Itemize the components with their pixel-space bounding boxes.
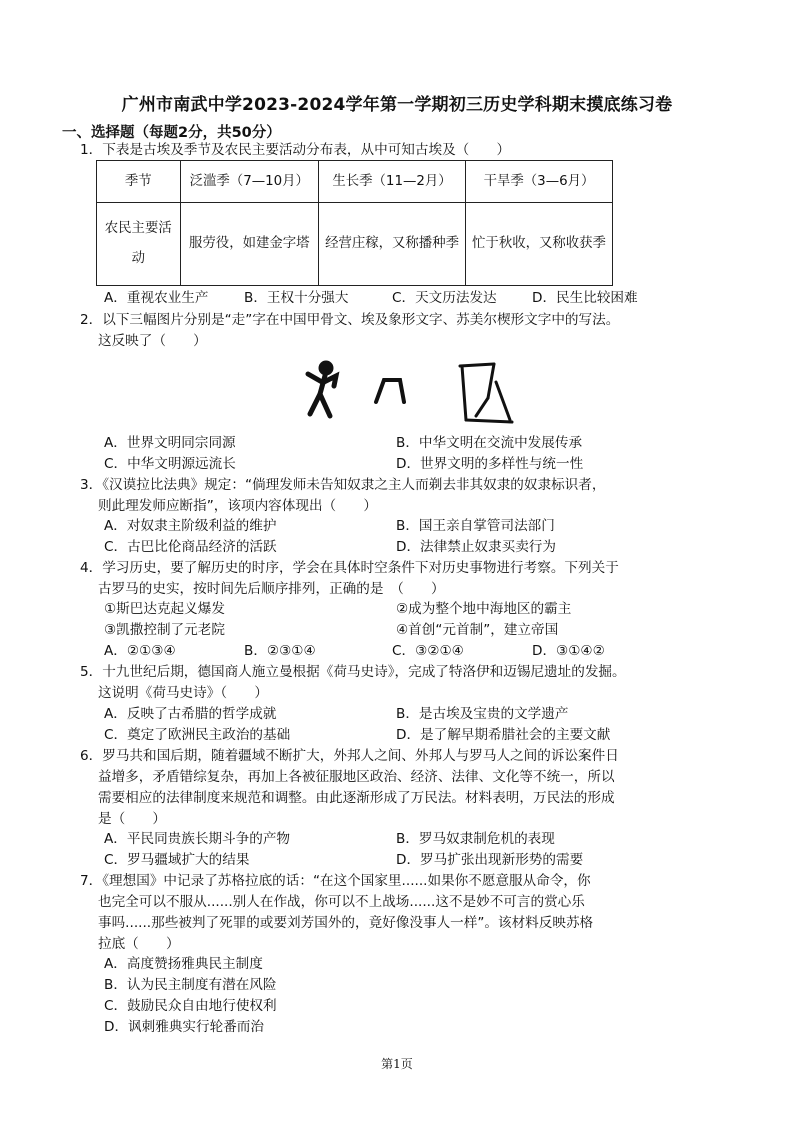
option-a: A．高度赞扬雅典民主制度 (104, 956, 263, 972)
zou-glyphs-image (300, 358, 530, 428)
event-item: ④首创“元首制”，建立帝国 (396, 622, 559, 638)
option-d: D．世界文明的多样性与统一性 (396, 456, 584, 472)
question-4-stem: 4．学习历史，要了解历史的时序，学会在具体时空条件下对历史事物进行考察。下列关于 (80, 560, 619, 576)
option-b: B．认为民主制度有潜在风险 (104, 977, 277, 993)
option-c: C．古巴比伦商品经济的活跃 (104, 539, 277, 555)
option-b: B．是古埃及宝贵的文学遗产 (396, 706, 569, 722)
page-number: 第1页 (381, 1057, 413, 1071)
event-item: ③凯撒控制了元老院 (104, 622, 225, 638)
option-b: B．②③①④ (244, 643, 316, 659)
option-d: D．是了解早期希腊社会的主要文献 (396, 727, 611, 743)
option-d: D．罗马扩张出现新形势的需要 (396, 852, 584, 868)
option-b: B．国王亲自掌管司法部门 (396, 518, 555, 534)
question-6-stem-cont: 是（ ） (98, 811, 166, 827)
page-title: 广州市南武中学2023-2024学年第一学期初三历史学科期末摸底练习卷 (121, 95, 673, 115)
question-7-stem-cont: 事吗......那些被判了死罪的或要刘芳国外的，竟好像没事人一样”。该材料反映苏格 (98, 915, 594, 931)
question-6-stem: 6．罗马共和国后期，随着疆域不断扩大，外邦人之间、外邦人与罗马人之间的诉讼案件日 (80, 748, 619, 764)
question-1-stem: 1．下表是古埃及季节及农民主要活动分布表，从中可知古埃及（ ） (80, 142, 511, 158)
question-2-stem-cont: 这反映了（ ） (98, 333, 207, 349)
option-c: C．中华文明源远流长 (104, 456, 236, 472)
season-table (96, 160, 613, 286)
option-c: C．鼓励民众自由地行使权利 (104, 998, 277, 1014)
question-5-stem: 5．十九世纪后期，德国商人施立曼根据《荷马史诗》，完成了特洛伊和迈锡尼遗址的发掘。 (80, 664, 626, 680)
event-item: ①斯巴达克起义爆发 (104, 601, 225, 617)
table-cell: 泛滥季（7—10月） (180, 161, 319, 203)
section-heading: 一、选择题（每题2分，共50分） (62, 125, 281, 141)
season-table-row (97, 203, 613, 286)
option-d: D．法律禁止奴隶买卖行为 (396, 539, 556, 555)
question-4-stem-cont: 古罗马的史实，按时间先后顺序排列，正确的是 （ ） (98, 581, 445, 597)
table-cell: 季节 (97, 161, 181, 203)
table-cell: 忙于秋收，又称收获季 (466, 203, 613, 286)
option-a: A．世界文明同宗同源 (104, 435, 236, 451)
season-table-row (97, 161, 613, 203)
event-item: ②成为整个地中海地区的霸主 (396, 601, 572, 617)
option-c: C．③②①④ (392, 643, 464, 659)
table-cell: 生长季（11—2月） (319, 161, 466, 203)
question-7-stem-cont: 也完全可以不服从......别人在作战，你可以不上战场......这不是妙不可言的赏心乐 (98, 894, 585, 910)
cuneiform-walk-glyph-icon (460, 364, 512, 422)
question-7-stem: 7．《理想国》中记录了苏格拉底的话：“在这个国家里......如果你不愿意服从命令，你 (80, 873, 591, 889)
question-6-stem-cont: 需要相应的法律制度来规范和调整。由此逐渐形成了万民法。材料表明，万民法的形成 (98, 790, 615, 806)
option-d: D．③①④② (532, 643, 605, 659)
option-c: C．奠定了欧洲民主政治的基础 (104, 727, 291, 743)
egyptian-walk-glyph-icon (376, 380, 404, 402)
option-c: C．天文历法发达 (392, 290, 497, 306)
oracle-bone-zou-icon (308, 363, 336, 416)
option-d: D．讽刺雅典实行轮番而治 (104, 1019, 264, 1035)
table-cell: 农民主要活动 (97, 203, 181, 286)
question-5-stem-cont: 这说明《荷马史诗》（ ） (98, 685, 268, 701)
question-7-stem-cont: 拉底（ ） (98, 936, 180, 952)
question-2-stem: 2．以下三幅图片分别是“走”字在中国甲骨文、埃及象形文字、苏美尔楔形文字中的写法。 (80, 312, 620, 328)
question-6-stem-cont: 益增多，矛盾错综复杂，再加上各被征服地区政治、经济、法律、文化等不统一，所以 (98, 769, 615, 785)
question-3-stem: 3．《汉谟拉比法典》规定：“倘理发师未告知奴隶之主人而剃去非其奴隶的奴隶标识者， (80, 477, 606, 493)
table-cell: 干旱季（3—6月） (466, 161, 613, 203)
option-b: B．罗马奴隶制危机的表现 (396, 831, 555, 847)
option-d: D．民生比较困难 (532, 290, 638, 306)
option-a: A．②①③④ (104, 643, 176, 659)
option-a: A．反映了古希腊的哲学成就 (104, 706, 277, 722)
option-b: B．王权十分强大 (244, 290, 349, 306)
question-3-stem-cont: 则此理发师应断指”，该项内容体现出（ ） (98, 498, 377, 514)
table-cell: 服劳役，如建金字塔 (180, 203, 319, 286)
option-c: C．罗马疆域扩大的结果 (104, 852, 250, 868)
option-a: A．对奴隶主阶级利益的维护 (104, 518, 277, 534)
table-cell: 经营庄稼，又称播种季 (319, 203, 466, 286)
option-b: B．中华文明在交流中发展传承 (396, 435, 583, 451)
option-a: A．重视农业生产 (104, 290, 209, 306)
option-a: A．平民同贵族长期斗争的产物 (104, 831, 291, 847)
